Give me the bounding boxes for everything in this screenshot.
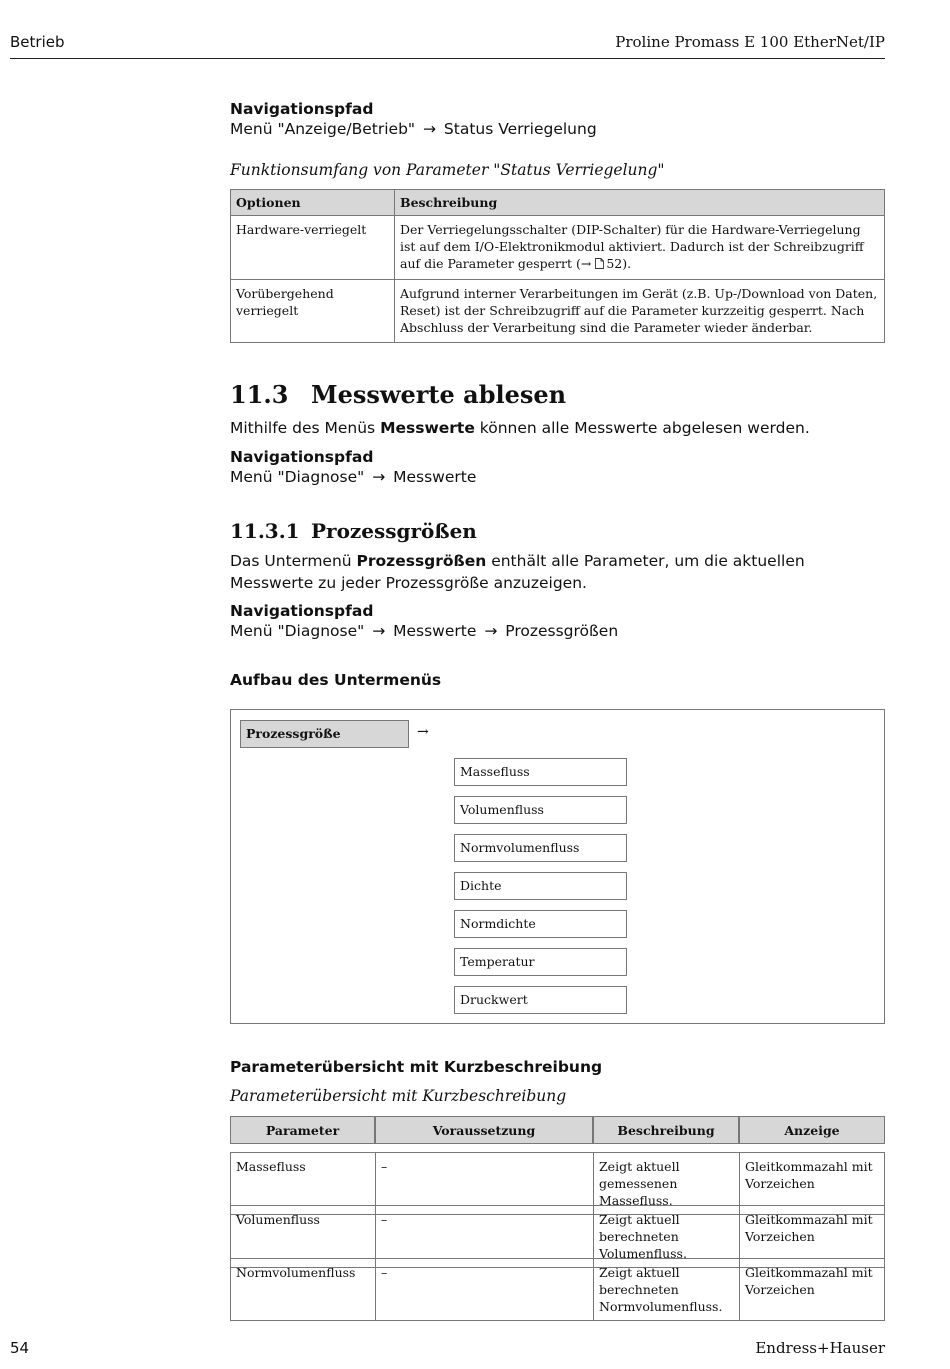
nav-path-block-3 [230, 602, 885, 640]
display-cell: Gleitkommazahl mit Vorzeichen [740, 1206, 885, 1268]
display-cell: Gleitkommazahl mit Vorzeichen [740, 1259, 885, 1321]
subsection-intro [230, 551, 885, 594]
submenu-item: Massefluss [454, 758, 627, 786]
option-cell: Vorübergehend verriegelt [231, 280, 395, 343]
prerequisite-cell: – [376, 1259, 594, 1321]
description-cell: Aufgrund interner Verarbeitungen im Gerät (z.B. Up-/Download von Daten, Reset) ist der Schreibzugriff auf die Parameter kurzzeitig gesperrt. Nach Abschluss der Verarbeitung sind die Parameter wieder änderbar. [395, 280, 885, 343]
prerequisite-cell: – [376, 1153, 594, 1215]
table-row [231, 1259, 885, 1321]
submenu-item: Volumenfluss [454, 796, 627, 824]
column-header: Voraussetzung [375, 1116, 593, 1144]
header-rule [10, 58, 885, 59]
overview-header-table [230, 1116, 885, 1144]
subsection-title: Prozessgrößen [311, 519, 477, 543]
parameter-cell: Massefluss [231, 1153, 376, 1215]
arrow-right-icon: → [417, 724, 429, 740]
intro-text: Mithilfe des Menüs [230, 419, 381, 437]
section-number: 11.3 [230, 380, 289, 409]
table-row [231, 280, 885, 343]
options-table [230, 189, 885, 343]
table-caption: Funktionsumfang von Parameter "Status Verriegelung" [230, 161, 665, 179]
overview-table-header [230, 1116, 885, 1144]
running-header-left: Betrieb [10, 33, 65, 51]
column-header: Beschreibung [593, 1116, 739, 1144]
nav-path-block-1 [230, 100, 885, 138]
nav-path [230, 120, 885, 138]
running-header-right: Proline Promass E 100 EtherNet/IP [615, 33, 885, 51]
footer-brand: Endress+Hauser [755, 1339, 885, 1357]
table-header-row [231, 190, 885, 216]
nav-path-label: Navigationspfad [230, 100, 374, 118]
arrow-right-icon: → [422, 120, 436, 138]
submenu-root-box: Prozessgröße [240, 720, 409, 748]
options-table-wrapper [230, 189, 885, 343]
nav-path-start: Menü "Diagnose" [230, 468, 365, 486]
submenu-item: Normdichte [454, 910, 627, 938]
description-text-end: ). [622, 256, 632, 271]
parameter-cell: Volumenfluss [231, 1206, 376, 1268]
submenu-structure-diagram [230, 709, 885, 1024]
intro-text-end: enthält alle Parameter, um die aktuellen Messwerte zu jeder Prozessgröße anzuzeigen. [230, 552, 805, 592]
nav-path-end: Messwerte [393, 468, 477, 486]
description-cell: Zeigt aktuell berechneten Normvolumenfluss. [594, 1259, 740, 1321]
nav-path [230, 622, 885, 640]
column-header: Anzeige [739, 1116, 885, 1144]
arrow-right-icon: → [484, 622, 498, 640]
section-title: Messwerte ablesen [311, 380, 567, 409]
submenu-item: Normvolumenfluss [454, 834, 627, 862]
option-cell: Hardware-verriegelt [231, 216, 395, 280]
arrow-right-icon: → [372, 468, 386, 486]
nav-path-mid: Messwerte [393, 622, 477, 640]
overview-heading: Parameterübersicht mit Kurzbeschreibung [230, 1058, 603, 1076]
arrow-right-icon: → [372, 622, 386, 640]
nav-path-label: Navigationspfad [230, 602, 374, 620]
intro-text-end: können alle Messwerte abgelesen werden. [474, 419, 810, 437]
table-row [231, 216, 885, 280]
submenu-item: Temperatur [454, 948, 627, 976]
page-number: 54 [10, 1339, 30, 1357]
intro-bold: Prozessgrößen [356, 552, 487, 570]
column-header: Optionen [231, 190, 395, 216]
parameter-row [230, 1258, 885, 1321]
nav-path [230, 468, 885, 486]
subsection-heading [230, 519, 885, 543]
overview-caption: Parameterübersicht mit Kurzbeschreibung [230, 1087, 567, 1105]
nav-path-label: Navigationspfad [230, 448, 374, 466]
nav-path-start: Menü "Anzeige/Betrieb" [230, 120, 416, 138]
description-text: Der Verriegelungsschalter (DIP-Schalter) für die Hardware-Verriegelung ist auf dem I/O-Elektronikmodul aktiviert. Dadurch ist der Schreibzugriff auf die Parameter gesperrt (→ [400, 222, 864, 271]
section-intro [230, 418, 885, 440]
page-reference-icon [595, 256, 604, 273]
page-reference: 52 [606, 256, 623, 271]
display-cell: Gleitkommazahl mit Vorzeichen [740, 1153, 885, 1215]
subsection-number: 11.3.1 [230, 519, 300, 543]
nav-path-start: Menü "Diagnose" [230, 622, 365, 640]
parameter-cell: Normvolumenfluss [231, 1259, 376, 1321]
structure-heading: Aufbau des Untermenüs [230, 671, 442, 689]
description-cell [395, 216, 885, 280]
description-cell: Zeigt aktuell berechneten Volumenfluss. [594, 1206, 740, 1268]
description-cell: Zeigt aktuell gemessenen Massefluss. [594, 1153, 740, 1215]
intro-text: Das Untermenü [230, 552, 357, 570]
intro-bold: Messwerte [380, 419, 475, 437]
submenu-item: Druckwert [454, 986, 627, 1014]
nav-path-end: Prozessgrößen [505, 622, 619, 640]
nav-path-end: Status Verriegelung [443, 120, 597, 138]
submenu-item: Dichte [454, 872, 627, 900]
section-heading [230, 380, 885, 409]
table-header-row [230, 1116, 885, 1144]
nav-path-block-2 [230, 448, 885, 486]
column-header: Parameter [230, 1116, 375, 1144]
parameter-row-table [230, 1258, 885, 1321]
prerequisite-cell: – [376, 1206, 594, 1268]
column-header: Beschreibung [395, 190, 885, 216]
